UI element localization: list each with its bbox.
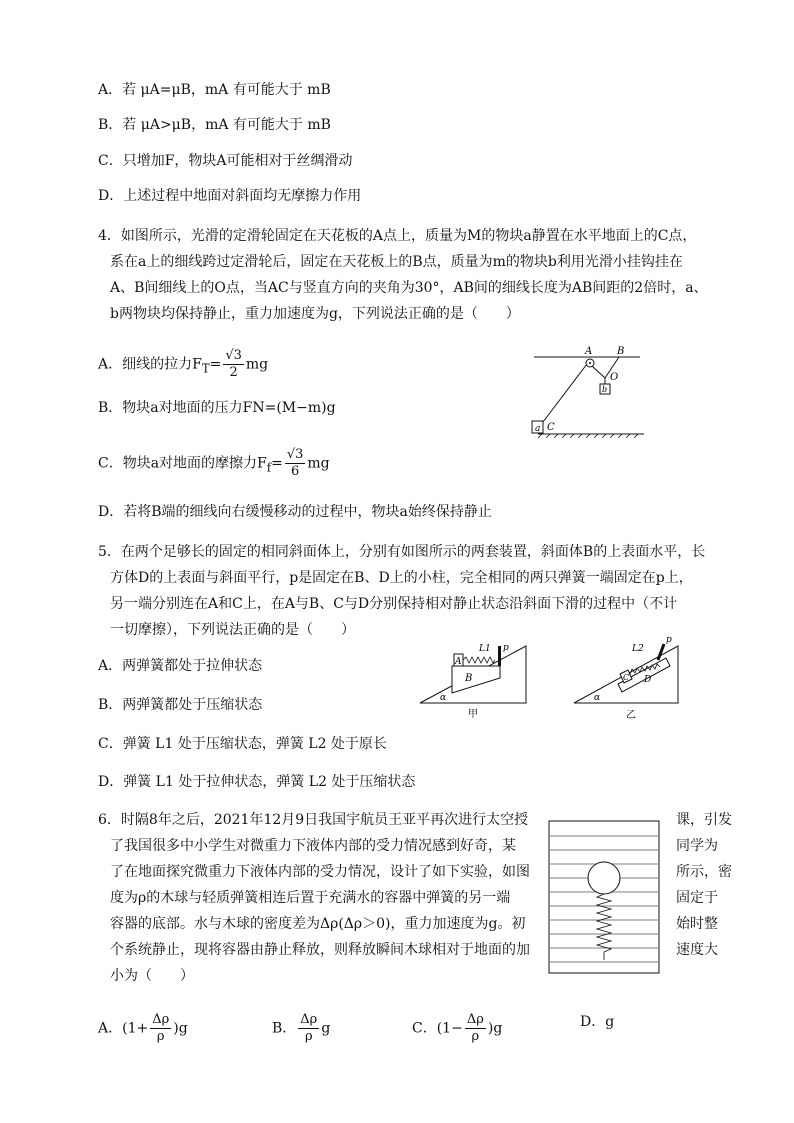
q4-option-a-sub: T: [201, 361, 210, 376]
q5-stem-line3: 另一端分别连在A和C上，在A与B、C与D分别保持相对静止状态沿斜面下滑的过程中（不计: [110, 596, 678, 612]
q6-option-a[interactable]: [98, 1012, 188, 1045]
q5-option-c[interactable]: C．弹簧 L1 处于压缩状态，弹簧 L2 处于原长: [98, 736, 387, 752]
q6-line1-left: 6．时隔8年之后，2021年12月9日我国宇航员王亚平再次进行太空授: [98, 812, 529, 828]
q4-option-c-prefix: C．物块a对地面的摩擦力F: [98, 455, 267, 472]
q4-option-c-sub: f: [266, 460, 272, 475]
frac-num: √3: [286, 447, 304, 462]
spring-L1: [463, 657, 495, 663]
frac-den: 2: [229, 365, 238, 380]
q6-line2-right: 同学为: [676, 838, 718, 854]
q4-option-a[interactable]: [98, 348, 268, 381]
label-p1: p: [503, 643, 509, 653]
label-A: A: [455, 657, 462, 667]
q6-option-b-fraction: [298, 1012, 319, 1045]
q4-stem-line2: 系在a上的细线跨过定滑轮后，固定在天花板上的B点，质量为m的物块b利用光滑小挂钩挂在: [110, 254, 683, 270]
label-b: b: [602, 385, 608, 394]
q5-option-d[interactable]: D．弹簧 L1 处于拉伸状态，弹簧 L2 处于压缩状态: [98, 774, 416, 790]
label-a: a: [535, 424, 541, 434]
label-O: O: [610, 372, 619, 383]
frac-num: Δρ: [300, 1012, 318, 1027]
q4-option-c-fraction: [285, 447, 306, 480]
frac-den: ρ: [156, 1029, 165, 1044]
container: [549, 821, 659, 973]
q4-option-c-post: mg: [307, 455, 330, 472]
frac-num: Δρ: [466, 1012, 484, 1027]
label-yi: 乙: [626, 710, 636, 720]
q6-line5-right: 始时整: [676, 916, 718, 932]
wooden-ball: [588, 862, 620, 894]
frac-num: Δρ: [152, 1012, 170, 1027]
q4-stem-line3: A、B间细线上的O点，当AC与竖直方向的夹角为30°，AB间的细线长度为AB间距的2倍时，a、: [110, 280, 708, 296]
q4-option-d[interactable]: D．若将B端的细线向右缓慢移动的过程中，物块a始终保持静止: [98, 504, 492, 520]
pulley-axle: [589, 362, 591, 364]
q4-option-b[interactable]: B．物块a对地面的压力FN=(M−m)g: [98, 400, 336, 416]
frac-num: √3: [225, 348, 242, 363]
q6-option-a-post: )g: [173, 1020, 188, 1037]
label-c: C: [547, 422, 555, 433]
q6-option-c-post: )g: [487, 1020, 503, 1037]
label-p2: p: [666, 635, 672, 645]
q6-figure: [548, 820, 660, 974]
q6-option-c[interactable]: [412, 1012, 502, 1045]
alpha-jia: α: [440, 693, 447, 703]
q6-line6-right: 速度大: [676, 942, 718, 958]
q6-line4-left: 度为ρ的木球与轻质弹簧相连后置于充满水的容器中弹簧的另一端: [110, 890, 511, 906]
q6-line5-left: 容器的底部。水与木球的密度差为Δρ(Δρ＞0)，重力加速度为g。初: [110, 916, 526, 932]
q4-figure: [528, 342, 646, 438]
q5-figure-yi: [570, 630, 682, 720]
label-C: C: [623, 673, 630, 682]
q3-option-c[interactable]: C．只增加F，物块A可能相对于丝绸滑动: [98, 153, 353, 169]
q6-line3-right: 所示，密: [676, 864, 732, 880]
q6-option-a-fraction: [150, 1012, 171, 1045]
frac-den: ρ: [304, 1029, 313, 1044]
label-L2: L2: [632, 644, 644, 654]
q3-option-d[interactable]: D．上述过程中地面对斜面均无摩擦力作用: [98, 188, 362, 204]
q6-line4-right: 固定于: [676, 890, 718, 906]
q6-option-c-fraction: [465, 1012, 486, 1045]
label-jia: 甲: [468, 709, 478, 720]
q5-option-a[interactable]: A．两弹簧都处于拉伸状态: [98, 658, 263, 674]
q5-figure-jia: [418, 636, 530, 720]
q4-option-c-eq: =: [271, 455, 283, 472]
q4-option-a-prefix: A．细线的拉力F: [98, 356, 202, 373]
q6-option-b[interactable]: [272, 1012, 330, 1045]
label-A: A: [585, 346, 593, 357]
q6-option-a-pre: (1+: [122, 1020, 149, 1037]
q3-option-a[interactable]: A．若 μA=μB，mA 有可能大于 mB: [98, 82, 331, 98]
q5-option-b[interactable]: B．两弹簧都处于压缩状态: [98, 697, 263, 713]
label-D: D: [644, 675, 652, 685]
q6-option-d[interactable]: D．g: [580, 1014, 615, 1030]
label-B: B: [465, 673, 473, 684]
q4-option-a-fraction: [223, 348, 244, 381]
q6-line6-left: 个系统静止，现将容器由静止释放，则释放瞬间木球相对于地面的加: [110, 942, 530, 958]
q3-option-b[interactable]: B．若 μA>μB，mA 有可能大于 mB: [98, 117, 331, 133]
q5-stem-line4: 一切摩擦），下列说法正确的是（ ）: [110, 622, 355, 638]
q6-line7: 小为（ ）: [110, 968, 194, 984]
q6-option-a-label: A．: [98, 1020, 123, 1037]
q6-line1-right: 课，引发: [676, 812, 732, 828]
q5-stem-line2: 方体D的上表面与斜面平行，p是固定在B、D上的小柱，完全相同的两只弹簧一端固定在p上，: [110, 570, 693, 586]
q4-option-a-post: mg: [245, 356, 269, 373]
string-ao: [592, 366, 605, 378]
post-p1: [498, 646, 501, 666]
alpha-yi: α: [594, 693, 601, 703]
q4-option-a-eq: =: [209, 356, 222, 373]
q6-line3-left: 了在地面探究微重力下液体内部的受力情况，设计了如下实验，如图: [110, 864, 530, 880]
label-B: B: [617, 346, 625, 357]
label-L1: L1: [479, 644, 491, 654]
q4-option-c[interactable]: [98, 447, 330, 480]
string-ac: [543, 360, 590, 422]
q4-stem-line1: 4．如图所示，光滑的定滑轮固定在天花板的A点上，质量为M的物块a静置在水平地面上的C点，: [98, 228, 697, 244]
q6-line2-left: 了我国很多中小学生对微重力下液体内部的受力情况感到好奇，某: [110, 838, 516, 854]
q5-stem-line1: 5．在两个足够长的固定的相同斜面体上，分别有如图所示的两套装置，斜面体B的上表面水平，长: [98, 544, 706, 560]
q4-stem-line4: b两物块均保持静止，重力加速度为g，下列说法正确的是（ ）: [110, 306, 520, 322]
frac-den: ρ: [471, 1029, 480, 1044]
q6-option-b-post: g: [321, 1020, 331, 1037]
q6-option-c-label: C．: [412, 1020, 437, 1037]
q6-option-b-label: B．: [272, 1020, 297, 1037]
frac-den: 6: [290, 464, 300, 479]
q6-option-c-pre: (1−: [436, 1020, 463, 1037]
ground-hatch: [538, 434, 638, 438]
